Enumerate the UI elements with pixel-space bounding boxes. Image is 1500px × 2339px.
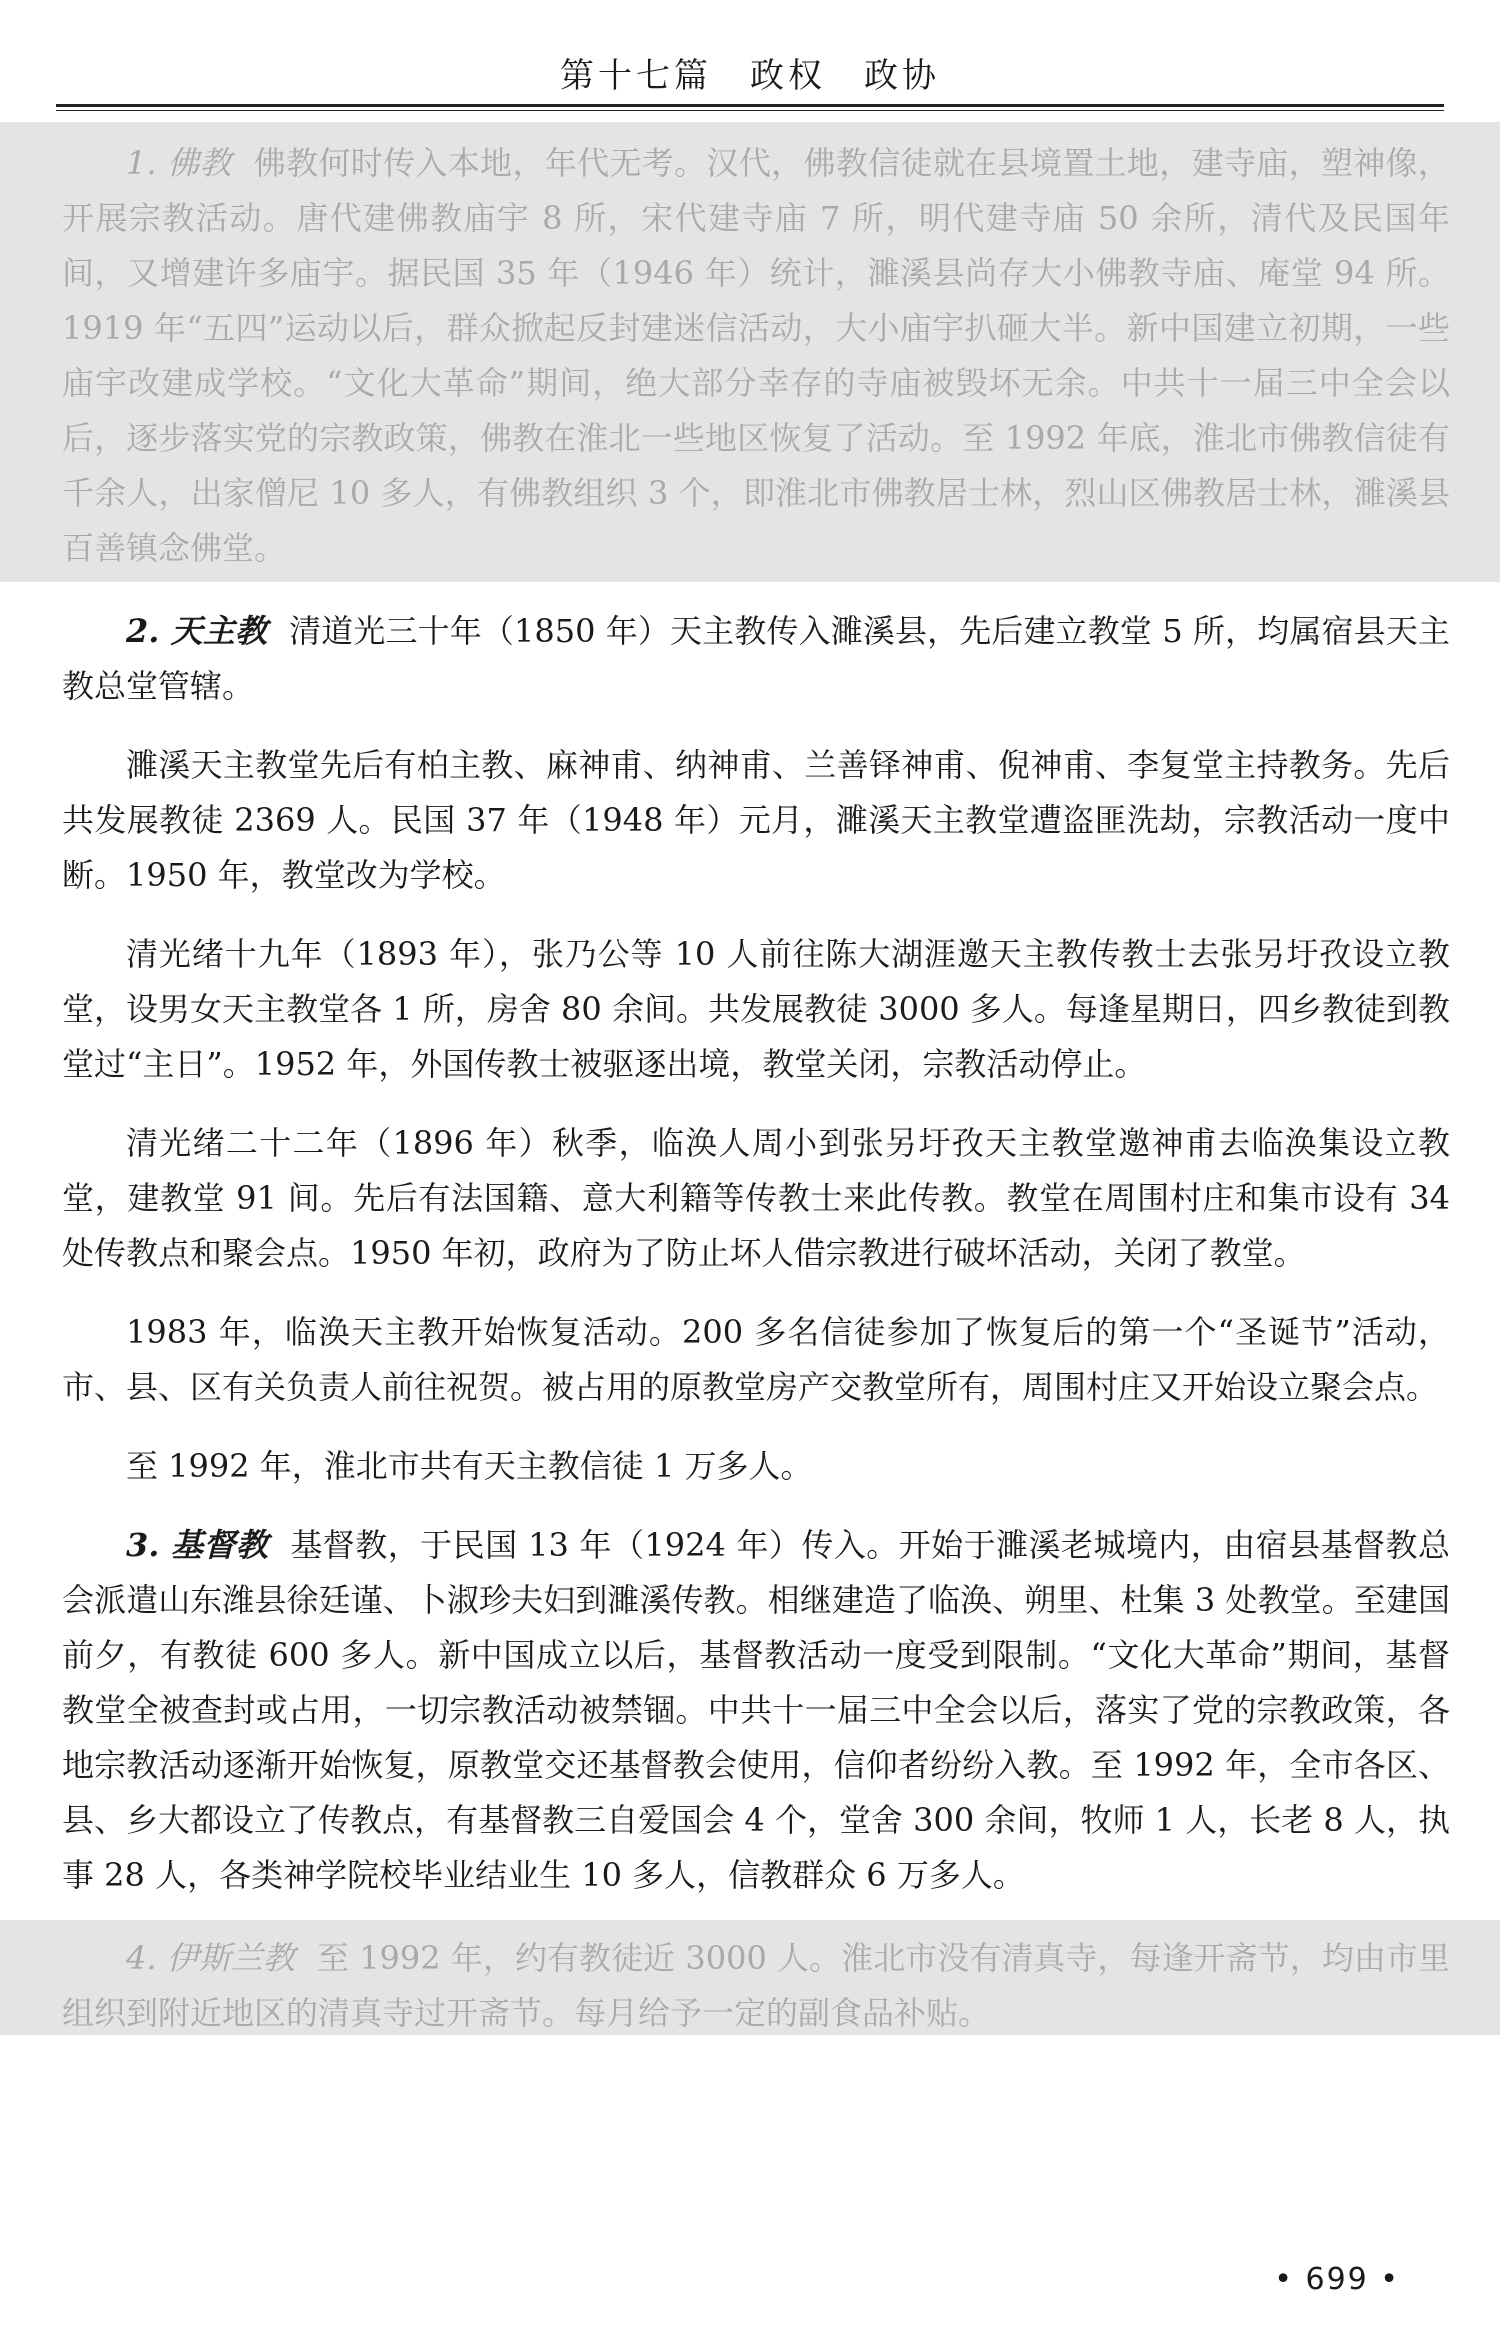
page-body	[62, 136, 1450, 2041]
paragraph-text: 基督教，于民国 13 年（1924 年）传入。开始于濉溪老城境内，由宿县基督教总会派遣山东潍县徐廷谨、卜淑珍夫妇到濉溪传教。相继建造了临涣、朔里、杜集 3 处教堂。至建国前夕，有教徒 600 多人。新中国成立以后，基督教活动一度受到限制。“文化大革命”期间，基督教堂全被查封或占用，一切宗教活动被禁锢。中共十一届三中全会以后，落实了党的宗教政策，各地宗教活动逐渐开始恢复，原教堂交还基督教会使用，信仰者纷纷入教。至 1992 年，全市各区、县、乡大都设立了传教点，有基督教三自爱国会 4 个，堂舍 300 余间，牧师 1 人，长老 8 人，执事 28 人，各类神学院校毕业结业生 10 多人，信教群众 6 万多人。	[62, 1526, 1450, 1894]
header-rule-thick	[56, 104, 1444, 107]
section-heading-christianity: 3. 基督教	[126, 1526, 269, 1564]
paragraph-text: 至 1992 年，约有教徒近 3000 人。淮北市没有清真寺，每逢开斋节，均由市里组织到附近地区的清真寺过开斋节。每月给予一定的副食品补贴。	[62, 1939, 1450, 2032]
paragraph-catholicism-5: 1983 年，临涣天主教开始恢复活动。200 多名信徒参加了恢复后的第一个“圣诞节”活动，市、县、区有关负责人前往祝贺。被占用的原教堂房产交教堂所有，周围村庄又开始设立聚会点。	[62, 1313, 1450, 1406]
paragraph-catholicism-2: 濉溪天主教堂先后有柏主教、麻神甫、纳神甫、兰善铎神甫、倪神甫、李复堂主持教务。先后共发展教徒 2369 人。民国 37 年（1948 年）元月，濉溪天主教堂遭盗匪洗劫，宗教活动一度中断。1950 年，教堂改为学校。	[62, 746, 1450, 894]
paragraph-text: 佛教何时传入本地，年代无考。汉代，佛教信徒就在县境置土地，建寺庙，塑神像，开展宗教活动。唐代建佛教庙宇 8 所，宋代建寺庙 7 所，明代建寺庙 50 余所，清代及民国年间，又增建许多庙宇。据民国 35 年（1946 年）统计，濉溪县尚存大小佛教寺庙、庵堂 94 所。1919 年“五四”运动以后，群众掀起反封建迷信活动，大小庙宇扒砸大半。新中国建立初期，一些庙宇改建成学校。“文化大革命”期间，绝大部分幸存的寺庙被毁坏无余。中共十一届三中全会以后，逐步落实党的宗教政策，佛教在淮北一些地区恢复了活动。至 1992 年底，淮北市佛教信徒有千余人，出家僧尼 10 多人，有佛教组织 3 个，即淮北市佛教居士林，烈山区佛教居士林，濉溪县百善镇念佛堂。	[62, 144, 1450, 567]
paragraph-catholicism-intro	[62, 604, 1450, 714]
paragraph-catholicism-3: 清光绪十九年（1893 年），张乃公等 10 人前往陈大湖涯邀天主教传教士去张另圩孜设立教堂，设男女天主教堂各 1 所，房舍 80 余间。共发展教徒 3000 多人。每逢星期日，四乡教徒到教堂过“主日”。1952 年，外国传教士被驱逐出境，教堂关闭，宗教活动停止。	[62, 935, 1450, 1083]
paragraph-islam	[62, 1931, 1450, 2041]
paragraph-christianity	[62, 1518, 1450, 1903]
paragraph-text: 清道光三十年（1850 年）天主教传入濉溪县，先后建立教堂 5 所，均属宿县天主教总堂管辖。	[62, 612, 1450, 705]
section-heading-catholicism: 2. 天主教	[126, 612, 268, 650]
paragraph-catholicism-6: 至 1992 年，淮北市共有天主教信徒 1 万多人。	[126, 1447, 813, 1485]
section-heading-islam: 4. 伊斯兰教	[126, 1939, 295, 1977]
paragraph-catholicism-4: 清光绪二十二年（1896 年）秋季，临涣人周小到张另圩孜天主教堂邀神甫去临涣集设立教堂，建教堂 91 间。先后有法国籍、意大利籍等传教士来此传教。教堂在周围村庄和集市设有 34 处传教点和聚会点。1950 年初，政府为了防止坏人借宗教进行破坏活动，关闭了教堂。	[62, 1124, 1450, 1272]
page-number: • 699 •	[1274, 2262, 1400, 2297]
paragraph-buddhism	[62, 136, 1450, 576]
running-header: 第十七篇 政权 政协	[560, 56, 940, 96]
section-heading-buddhism: 1. 佛教	[126, 144, 232, 182]
header-rule-thin	[56, 110, 1444, 111]
